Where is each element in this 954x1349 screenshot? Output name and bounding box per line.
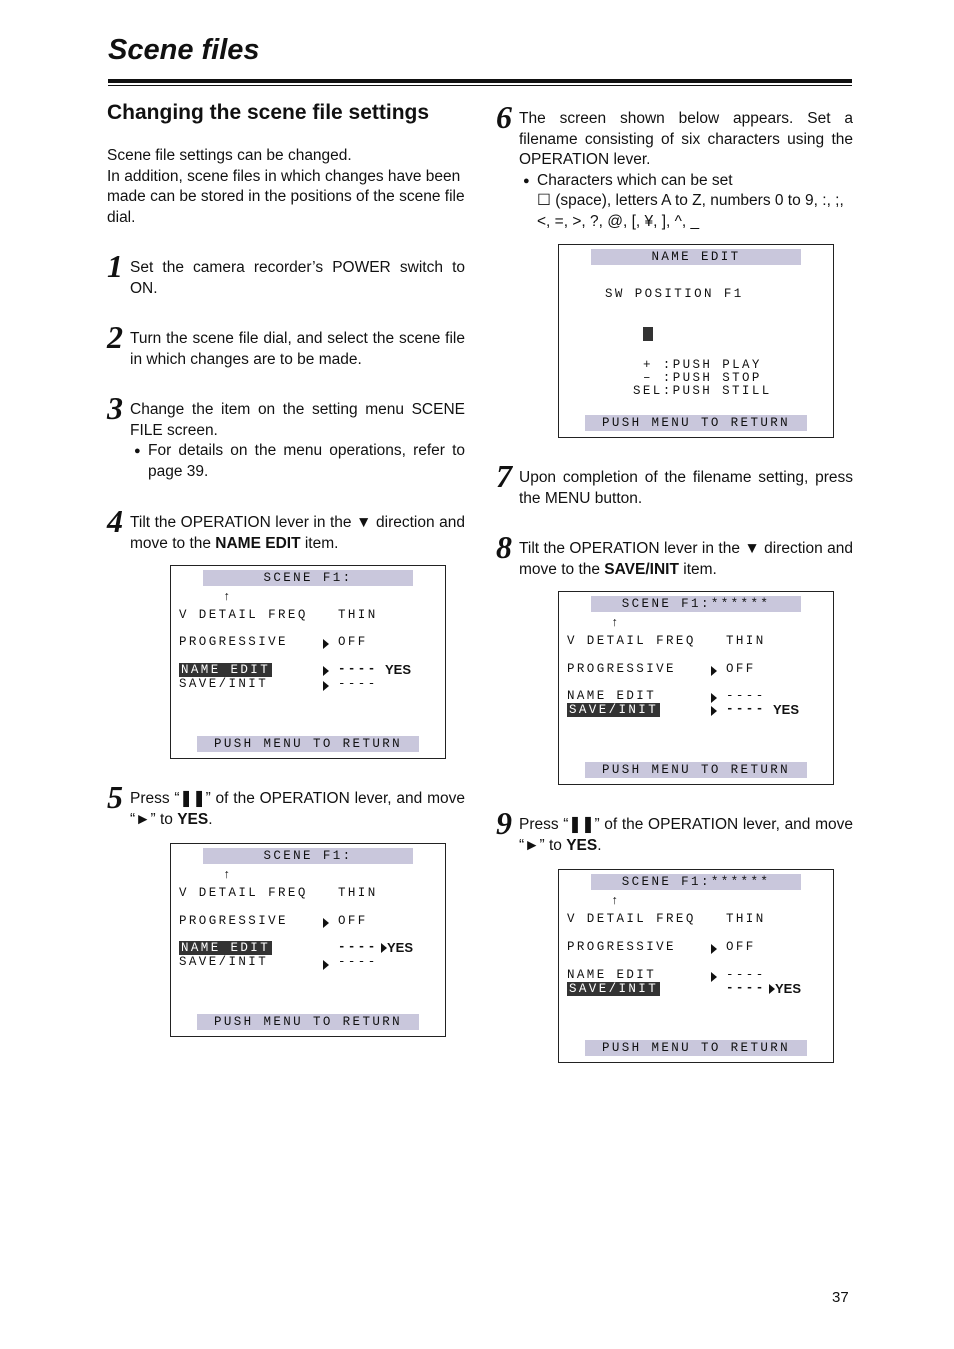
menu-item-value: ----	[726, 981, 766, 995]
screen-header: SCENE F1:	[203, 570, 413, 586]
help-line: SEL:PUSH STILL	[633, 384, 772, 398]
menu-screen-save-init-yes	[558, 869, 834, 1063]
menu-item-value: ----	[338, 940, 378, 954]
step-number: 2	[107, 319, 123, 355]
up-arrow-icon: ↑	[223, 590, 233, 604]
menu-item-label: PROGRESSIVE	[567, 662, 676, 676]
screen-header: SCENE F1:	[203, 848, 413, 864]
pointer-icon	[711, 972, 717, 982]
screen-footer: PUSH MENU TO RETURN	[585, 415, 807, 431]
title-rule-thin	[108, 85, 852, 86]
menu-item-value: THIN	[726, 912, 766, 926]
step-text: Press “❚❚” of the OPERATION lever, and move “►” to YES.	[519, 816, 853, 854]
section-heading: Changing the scene file settings	[107, 101, 430, 124]
selected-item: SAVE/INIT	[569, 982, 659, 996]
selected-item: NAME EDIT	[181, 941, 271, 955]
pointer-icon	[323, 960, 329, 970]
menu-item-value: THIN	[338, 608, 378, 622]
menu-item-label: NAME EDIT	[567, 968, 657, 982]
step-number: 7	[496, 458, 512, 494]
menu-item-value: OFF	[726, 940, 756, 954]
menu-screen-name-edit-yes	[170, 843, 446, 1037]
yes-option: YES	[387, 940, 414, 955]
menu-item-label: SAVE/INIT	[179, 955, 269, 969]
step-text: Set the camera recorder’s POWER switch to ON.	[130, 259, 465, 297]
step-number: 3	[107, 390, 123, 426]
page-title: Scene files	[108, 34, 260, 66]
step-number: 5	[107, 779, 123, 815]
up-arrow-icon: ↑	[611, 894, 621, 908]
pointer-icon	[323, 639, 329, 649]
menu-item-label: V DETAIL FREQ	[567, 634, 696, 648]
step-number: 9	[496, 805, 512, 841]
menu-screen-save-init	[558, 591, 834, 785]
menu-item-value: THIN	[726, 634, 766, 648]
menu-item-value: OFF	[338, 635, 368, 649]
bullet-item: ● Characters which can be set	[519, 171, 853, 192]
menu-item-label: PROGRESSIVE	[567, 940, 676, 954]
up-arrow-icon: ↑	[611, 616, 621, 630]
menu-item-label: NAME EDIT	[567, 689, 657, 703]
pointer-icon	[711, 944, 717, 954]
menu-item-value: THIN	[338, 886, 378, 900]
pause-icon: ❚❚	[179, 790, 206, 807]
pointer-icon	[711, 666, 717, 676]
step-number: 6	[496, 99, 512, 135]
menu-item-value: ----	[726, 968, 766, 982]
bullet-item: ● For details on the menu operations, refer to page 39.	[130, 441, 465, 482]
page-number: 37	[832, 1289, 849, 1306]
step-text: Tilt the OPERATION lever in the ▼ direction and move to the NAME EDIT item.	[130, 514, 465, 552]
menu-item-label: PROGRESSIVE	[179, 914, 288, 928]
selected-item: NAME EDIT	[181, 663, 271, 677]
step-number: 4	[107, 503, 123, 539]
step-text: The screen shown below appears. Set a filename consisting of six characters using the OPERATION lever. ● Characters which can be set ☐ (space), letters A to Z, numbers 0 to 9, :, ;, <, =, >, ?, @, [, ¥, ], ^, _	[519, 109, 853, 233]
screen-footer: PUSH MENU TO RETURN	[585, 1040, 807, 1056]
step-text: Turn the scene file dial, and select the scene file in which changes are to be made.	[130, 330, 465, 368]
yes-option: YES	[775, 981, 802, 996]
screen-header: SCENE F1:******	[591, 596, 801, 612]
step-text: Press “❚❚” of the OPERATION lever, and move “►” to YES.	[130, 790, 465, 828]
menu-item-value: ----	[338, 677, 378, 691]
yes-option: YES	[773, 702, 800, 717]
menu-item-label: V DETAIL FREQ	[179, 608, 308, 622]
menu-item-value: ----	[726, 689, 766, 703]
cursor-block	[643, 327, 653, 341]
menu-screen-name-edit	[170, 565, 446, 759]
screen-footer: PUSH MENU TO RETURN	[197, 1014, 419, 1030]
pointer-icon	[711, 706, 717, 716]
menu-item-label: SAVE/INIT	[179, 677, 269, 691]
up-arrow-icon: ↑	[223, 868, 233, 882]
menu-item-label: PROGRESSIVE	[179, 635, 288, 649]
menu-item-value: ----	[338, 662, 378, 676]
step-text: Upon completion of the filename setting, press the MENU button.	[519, 469, 853, 507]
title-rule-thick	[108, 79, 852, 83]
screen-footer: PUSH MENU TO RETURN	[197, 736, 419, 752]
screen-header: NAME EDIT	[591, 249, 801, 265]
menu-item-value: OFF	[726, 662, 756, 676]
menu-screen-name-edit-entry	[558, 244, 834, 438]
menu-item-label: V DETAIL FREQ	[179, 886, 308, 900]
intro-text: Scene file settings can be changed. In addition, scene files in which changes have been made can be stored in the positions of the scene file dial.	[107, 147, 465, 226]
yes-option: YES	[385, 662, 412, 677]
pointer-icon	[323, 681, 329, 691]
pointer-icon	[323, 918, 329, 928]
allowed-characters: ☐ (space), letters A to Z, numbers 0 to 9, :, ;, <, =, >, ?, @, [, ¥, ], ^, _	[537, 192, 844, 230]
help-line: – :PUSH STOP	[643, 371, 762, 385]
selected-item: SAVE/INIT	[569, 703, 659, 717]
menu-item-value: OFF	[338, 914, 368, 928]
screen-footer: PUSH MENU TO RETURN	[585, 762, 807, 778]
switch-position: SW POSITION F1	[605, 287, 744, 301]
pause-icon: ❚❚	[568, 816, 595, 833]
step-number: 8	[496, 529, 512, 565]
step-number: 1	[107, 248, 123, 284]
menu-item-label: V DETAIL FREQ	[567, 912, 696, 926]
help-line: + :PUSH PLAY	[643, 358, 762, 372]
pointer-icon	[711, 693, 717, 703]
menu-item-value: ----	[338, 955, 378, 969]
menu-item-value: ----	[726, 702, 766, 716]
screen-header: SCENE F1:******	[591, 874, 801, 890]
pointer-icon	[323, 666, 329, 676]
step-text: Change the item on the setting menu SCENE FILE screen. ● For details on the menu operations, refer to page 39.	[130, 400, 465, 482]
step-text: Tilt the OPERATION lever in the ▼ direction and move to the SAVE/INIT item.	[519, 540, 853, 578]
